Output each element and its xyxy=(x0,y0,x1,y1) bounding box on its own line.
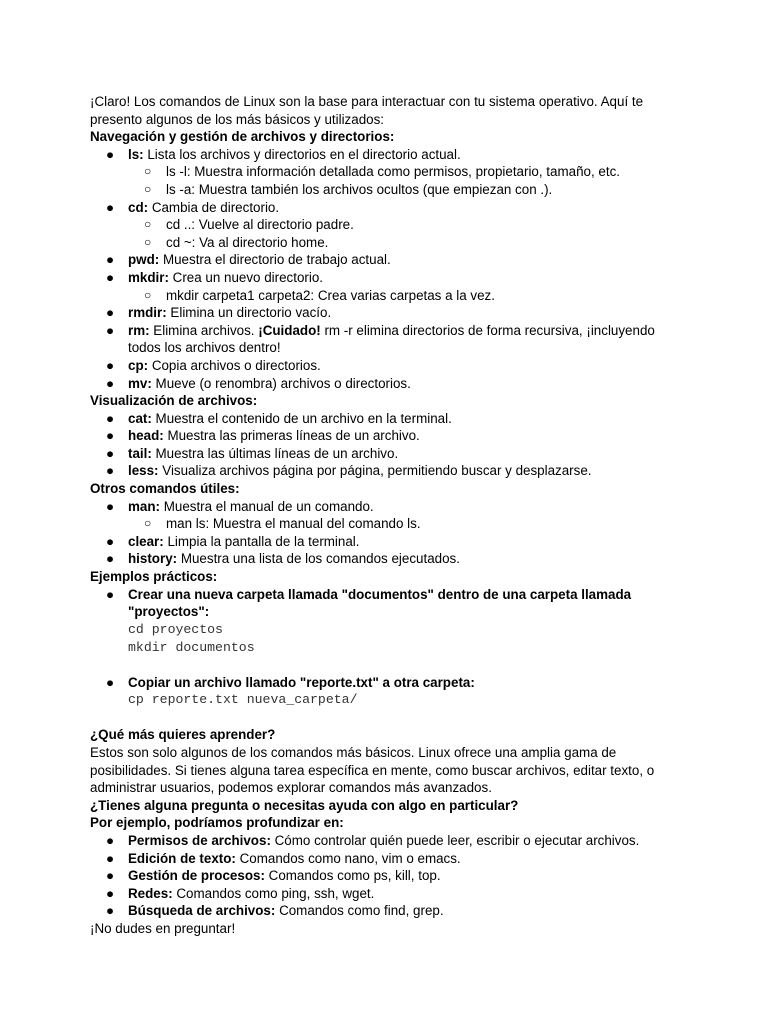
list-item-rmdir: ● rmdir: Elimina un directorio vacío. xyxy=(106,305,332,321)
list-item-clear: ● clear: Limpia la pantalla de la terminal. xyxy=(106,533,360,549)
cd-sublist xyxy=(128,216,690,251)
examples-list-2 xyxy=(90,674,690,710)
list-item-man: ● man: Muestra el manual de un comando. ○ man ls: Muestra el manual del comando ls. xyxy=(90,498,690,533)
bullet-icon: ● xyxy=(106,269,115,285)
list-item-cd: ● cd: Cambia de directorio. ○ cd ..: Vuelve al directorio padre. ○ cd ~: Va al directorio home. xyxy=(90,199,690,252)
bullet-icon: ● xyxy=(106,375,115,391)
code-line: cd proyectos xyxy=(128,621,223,637)
sublist-item: ○ man ls: Muestra el manual del comando ls. xyxy=(144,516,421,532)
bullet-icon: ● xyxy=(106,533,115,549)
bullet-icon: ● xyxy=(106,903,115,919)
bullet-icon: ● xyxy=(106,498,115,514)
topics-list xyxy=(90,832,690,920)
heading-examples: Ejemplos prácticos: xyxy=(90,569,218,585)
bullet-icon: ● xyxy=(106,146,115,162)
ls-sublist xyxy=(128,163,690,198)
topic-item: ● Búsqueda de archivos: Comandos como find, grep. xyxy=(106,903,444,919)
sublist-item: ○ ls -a: Muestra también los archivos ocultos (que empiezan con .). xyxy=(144,181,553,197)
examples-list xyxy=(90,586,690,657)
deeper-text: Por ejemplo, podríamos profundizar en: xyxy=(90,815,344,831)
bullet-icon: ● xyxy=(106,305,115,321)
heading-other-commands: Otros comandos útiles: xyxy=(90,481,240,497)
topic-item: ● Redes: Comandos como ping, ssh, wget. xyxy=(106,885,375,901)
document xyxy=(90,93,690,938)
man-sublist xyxy=(128,515,690,533)
bullet-icon: ● xyxy=(106,832,115,848)
closing-text: ¡No dudes en preguntar! xyxy=(90,920,236,936)
warning-text: ¡Cuidado! xyxy=(258,322,321,338)
bullet-icon: ● xyxy=(106,410,115,426)
heading-visualization: Visualización de archivos: xyxy=(90,393,258,409)
topic-item: ● Edición de texto: Comandos como nano, vim o emacs. xyxy=(106,850,461,866)
list-item-mkdir: ● mkdir: Crea un nuevo directorio. ○ mkdir carpeta1 carpeta2: Crea varias carpetas a la vez. xyxy=(90,269,690,304)
hollow-bullet-icon: ○ xyxy=(144,181,152,196)
sublist-item: ○ cd ..: Vuelve al directorio padre. xyxy=(144,217,354,233)
learn-more-paragraph: Estos son solo algunos de los comandos más básicos. Linux ofrece una amplia gama de posibilidades. Si tienes alguna tarea específica en mente, como buscar archivos, editar texto, o administrar usuarios, podemos explorar comandos más avanzados. xyxy=(90,745,655,796)
bullet-icon: ● xyxy=(106,885,115,901)
list-item-head: ● head: Muestra las primeras líneas de un archivo. xyxy=(106,428,420,444)
hollow-bullet-icon: ○ xyxy=(144,234,152,249)
bullet-icon: ● xyxy=(106,586,115,602)
bullet-icon: ● xyxy=(106,463,115,479)
list-item-cat: ● cat: Muestra el contenido de un archivo en la terminal. xyxy=(106,410,452,426)
visualization-list xyxy=(90,410,690,480)
list-item-history: ● history: Muestra una lista de los comandos ejecutados. xyxy=(106,551,460,567)
code-line: mkdir documentos xyxy=(128,639,255,655)
sublist-item: ○ ls -l: Muestra información detallada como permisos, propietario, tamaño, etc. xyxy=(144,164,620,180)
list-item-cp: ● cp: Copia archivos o directorios. xyxy=(106,357,321,373)
topic-item: ● Gestión de procesos: Comandos como ps, kill, top. xyxy=(106,868,441,884)
other-commands-list xyxy=(90,498,690,568)
navigation-list xyxy=(90,146,690,392)
list-item-tail: ● tail: Muestra las últimas líneas de un archivo. xyxy=(106,445,399,461)
list-item-pwd: ● pwd: Muestra el directorio de trabajo actual. xyxy=(106,252,391,268)
bullet-icon: ● xyxy=(106,252,115,268)
sublist-item: ○ cd ~: Va al directorio home. xyxy=(144,234,329,250)
example-item: ● Copiar un archivo llamado "reporte.txt" a otra carpeta: cp reporte.txt nueva_carpeta/ xyxy=(90,674,690,710)
bullet-icon: ● xyxy=(106,428,115,444)
list-item-rm: ● rm: Elimina archivos. ¡Cuidado! rm -r elimina directorios de forma recursiva, ¡incluyendo todos los archivos dentro! xyxy=(106,322,655,356)
topic-item: ● Permisos de archivos: Cómo controlar quién puede leer, escribir o ejecutar archivos. xyxy=(106,832,640,848)
hollow-bullet-icon: ○ xyxy=(144,217,152,232)
question-text: ¿Tienes alguna pregunta o necesitas ayuda con algo en particular? xyxy=(90,797,519,813)
bullet-icon: ● xyxy=(106,674,115,690)
sublist-item: ○ mkdir carpeta1 carpeta2: Crea varias carpetas a la vez. xyxy=(144,287,495,303)
heading-learn-more: ¿Qué más quieres aprender? xyxy=(90,727,276,743)
list-item-ls: ● ls: Lista los archivos y directorios en el directorio actual. ○ ls -l: Muestra información detallada como permisos, propietario, tamaño, etc. ○ ls -a: Muestra también los archivos ocultos (que empiezan con .). xyxy=(90,146,690,199)
hollow-bullet-icon: ○ xyxy=(144,164,152,179)
bullet-icon: ● xyxy=(106,445,115,461)
spacer xyxy=(90,657,690,674)
hollow-bullet-icon: ○ xyxy=(144,516,152,531)
heading-navigation: Navegación y gestión de archivos y directorios: xyxy=(90,129,395,145)
intro-paragraph: ¡Claro! Los comandos de Linux son la base para interactuar con tu sistema operativo. Aquí te presento algunos de los más básicos y utilizados: xyxy=(90,94,644,127)
mkdir-sublist xyxy=(128,287,690,305)
example-item: ● Crear una nueva carpeta llamada "documentos" dentro de una carpeta llamada "proyectos": cd proyectos mkdir documentos xyxy=(90,586,690,657)
list-item-mv: ● mv: Mueve (o renombra) archivos o directorios. xyxy=(106,375,411,391)
code-line: cp reporte.txt nueva_carpeta/ xyxy=(128,692,358,708)
bullet-icon: ● xyxy=(106,357,115,373)
list-item-less: ● less: Visualiza archivos página por página, permitiendo buscar y desplazarse. xyxy=(106,463,592,479)
bullet-icon: ● xyxy=(106,199,115,215)
spacer xyxy=(90,709,690,726)
bullet-icon: ● xyxy=(106,551,115,567)
hollow-bullet-icon: ○ xyxy=(144,287,152,302)
bullet-icon: ● xyxy=(106,868,115,884)
bullet-icon: ● xyxy=(106,850,115,866)
bullet-icon: ● xyxy=(106,322,115,338)
